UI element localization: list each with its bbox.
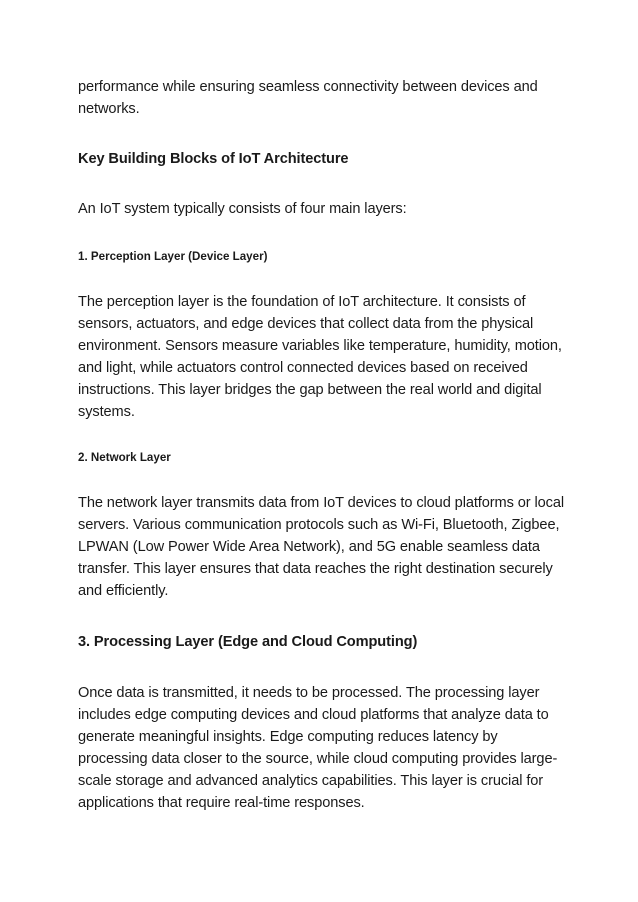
section-body-perception-layer: The perception layer is the foundation of IoT architecture. It consists of sensors, actuators, and edge devices that collect data from the physical environment. Sensors measure variables like temperature, humidity, motion, and light, while actuators control connected devices based on received instructions. This layer bridges the gap between the real world and digital systems. <box>78 294 562 420</box>
section-body-processing-layer: Once data is transmitted, it needs to be processed. The processing layer includes edge computing devices and cloud platforms that analyze data to generate meaningful insights. Edge computing reduces latency by processing data closer to the source, while cloud computing provides large-scale storage and advanced analytics capabilities. This layer is crucial for applications that require real-time responses. <box>78 685 558 811</box>
document-page <box>78 76 568 814</box>
section-heading-network-layer: 2. Network Layer <box>78 451 171 464</box>
section-body-network-layer: The network layer transmits data from IoT devices to cloud platforms or local servers. Various communication protocols such as Wi-Fi, Bluetooth, Zigbee, LPWAN (Low Power Wide Area Network), and 5G enable seamless data transfer. This layer ensures that data reaches the right destination securely and efficiently. <box>78 495 564 599</box>
overview-paragraph: An IoT system typically consists of four main layers: <box>78 201 407 217</box>
section-heading-processing-layer: 3. Processing Layer (Edge and Cloud Computing) <box>78 634 418 650</box>
main-heading: Key Building Blocks of IoT Architecture <box>78 151 349 167</box>
section-heading-perception-layer: 1. Perception Layer (Device Layer) <box>78 250 268 263</box>
intro-paragraph: performance while ensuring seamless connectivity between devices and networks. <box>78 79 538 117</box>
